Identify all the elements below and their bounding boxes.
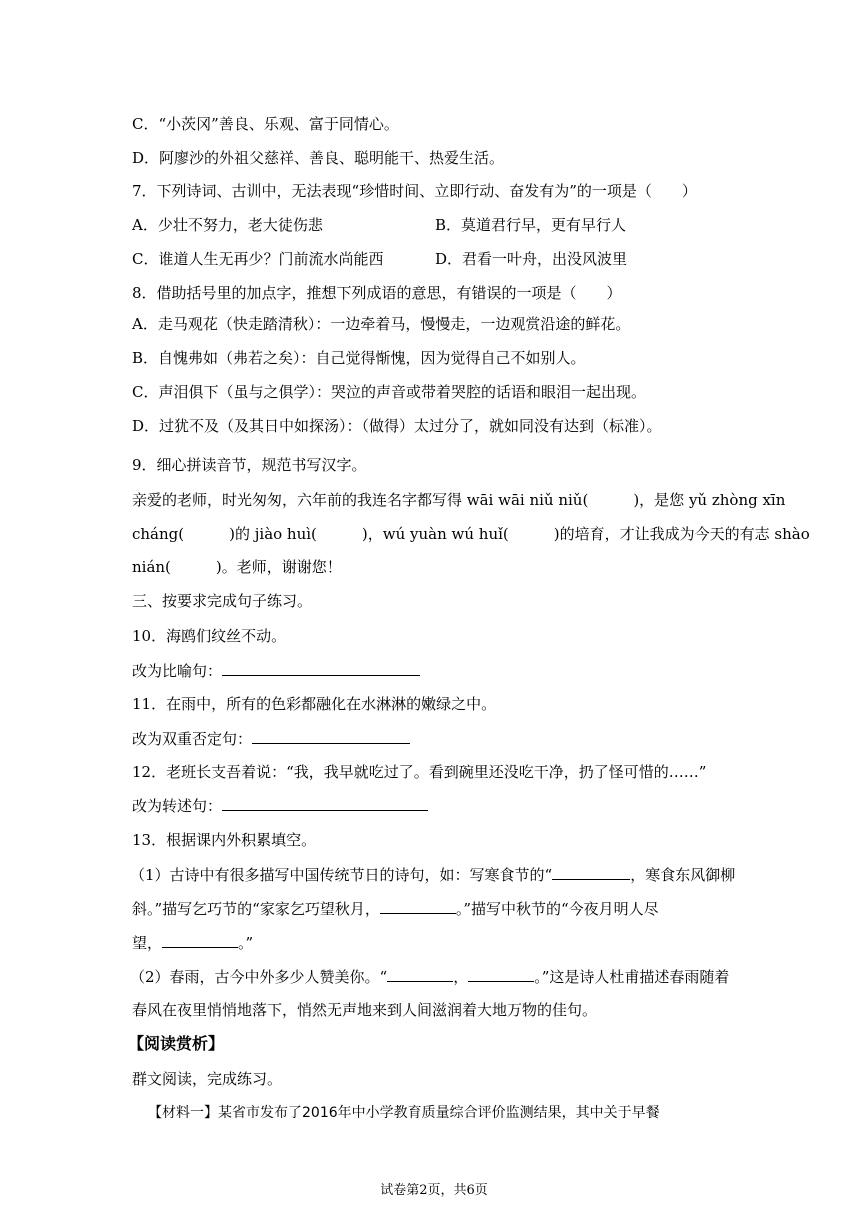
question-9: 9．细心拼读音节，规范书写汉字。	[132, 456, 367, 474]
q13-part1-line3	[132, 932, 253, 953]
q9-passage-line-2: cháng( )的 jiào huì( )，wú yuàn wú huǐ( )的培育，才让我成为今天的有志 shào	[132, 525, 810, 543]
q13-blank-zhongqiu[interactable]	[162, 932, 238, 948]
reading-intro: 群文阅读，完成练习。	[132, 1070, 283, 1088]
q13-part2-text-b: 。”这是诗人杜甫描述春雨随着	[534, 968, 730, 986]
question-11: 11．在雨中，所有的色彩都融化在水淋淋的嫩绿之中。	[132, 695, 497, 713]
q13-blank-chunyu-2[interactable]	[468, 966, 534, 982]
q12-answer-blank[interactable]	[222, 795, 428, 811]
q13-part1-text-d: 。”描写中秋节的“今夜月明人尽	[455, 900, 659, 918]
option-c-xiaociagang: C．“小茨冈”善良、乐观、富于同情心。	[132, 115, 399, 133]
q13-part2-line1	[130, 966, 729, 987]
q12-answer-label: 改为转述句：	[132, 797, 223, 815]
q8-option-c: C．声泪俱下（虽与之俱学）：哭泣的声音或带着哭腔的话语和眼泪一起出现。	[132, 383, 646, 401]
question-7: 7．下列诗词、古训中，无法表现“珍惜时间、立即行动、奋发有为”的一项是（ ）	[132, 182, 697, 200]
q11-answer-blank[interactable]	[252, 728, 410, 744]
q12-answer-row	[132, 795, 428, 816]
q7-option-d: D．君看一叶舟，出没风波里	[435, 250, 628, 268]
q13-part2-line2: 春风在夜里悄悄地落下，悄然无声地来到人间滋润着大地万物的佳句。	[132, 1001, 598, 1019]
reading-section-heading: 【阅读赏析】	[128, 1034, 225, 1053]
q8-option-a: A．走马观花（快走踏清秋）：一边牵着马，慢慢走，一边观赏沿途的鲜花。	[132, 315, 631, 333]
q7-option-c: C．谁道人生无再少？门前流水尚能西	[132, 250, 384, 268]
q13-part1-text-e: 望，	[132, 934, 163, 952]
q9-passage-line-1: 亲爱的老师，时光匆匆，六年前的我连名字都写得 wāi wāi niǔ niǔ( )，是您 yǔ zhòng xīn	[132, 491, 786, 509]
q11-answer-label: 改为双重否定句：	[132, 730, 253, 748]
question-10: 10．海鸥们纹丝不动。	[132, 627, 287, 645]
question-8: 8．借助括号里的加点字，推想下列成语的意思，有错误的一项是（ ）	[132, 284, 622, 302]
q8-option-b: B．自愧弗如（弗若之矣）：自己觉得惭愧，因为觉得自己不如别人。	[132, 349, 586, 367]
page-footer: 试卷第2页，共6页	[380, 1183, 488, 1198]
q7-option-a: A．少壮不努力，老大徒伤悲	[132, 216, 323, 234]
q10-answer-label: 改为比喻句：	[132, 662, 223, 680]
q13-part1-line2	[132, 898, 659, 919]
q8-option-d: D．过犹不及（及其日中如探汤）：（做得）太过分了，就如同没有达到（标准）。	[132, 417, 662, 435]
q13-part1-text-f: 。”	[238, 934, 254, 952]
q10-answer-row	[132, 660, 420, 681]
section-3-heading: 三、按要求完成句子练习。	[132, 592, 313, 610]
q13-part1-text-c: 斜。”描写乞巧节的“家家乞巧望秋月，	[132, 900, 380, 918]
option-d-grandfather: D．阿廖沙的外祖父慈祥、善良、聪明能干、热爱生活。	[132, 149, 505, 167]
q13-blank-chunyu-1[interactable]	[387, 966, 453, 982]
q13-part2-comma: ，	[453, 968, 469, 986]
q7-option-b: B．莫道君行早，更有早行人	[435, 216, 627, 234]
q13-blank-hanshi[interactable]	[552, 864, 630, 880]
q9-passage-line-3: nián( )。老师，谢谢您！	[132, 558, 342, 576]
material-1-text: 【材料一】某省市发布了2016年中小学教育质量综合评价监测结果，其中关于早餐	[148, 1105, 660, 1121]
question-12: 12．老班长支吾着说：“我，我早就吃过了。看到碗里还没吃干净，扔了怪可惜的……”	[132, 763, 707, 781]
q13-part2-text-a: （2）春雨，古今中外多少人赞美你。“	[130, 968, 388, 986]
q11-answer-row	[132, 728, 410, 749]
q13-part1-line1	[130, 864, 735, 885]
q13-part1-text-a: （1）古诗中有很多描写中国传统节日的诗句，如：写寒食节的“	[130, 866, 553, 884]
q13-blank-qiqiao[interactable]	[380, 898, 456, 914]
question-13: 13．根据课内外积累填空。	[132, 831, 317, 849]
q13-part1-text-b: ，寒食东风御柳	[630, 866, 736, 884]
q10-answer-blank[interactable]	[222, 660, 420, 676]
